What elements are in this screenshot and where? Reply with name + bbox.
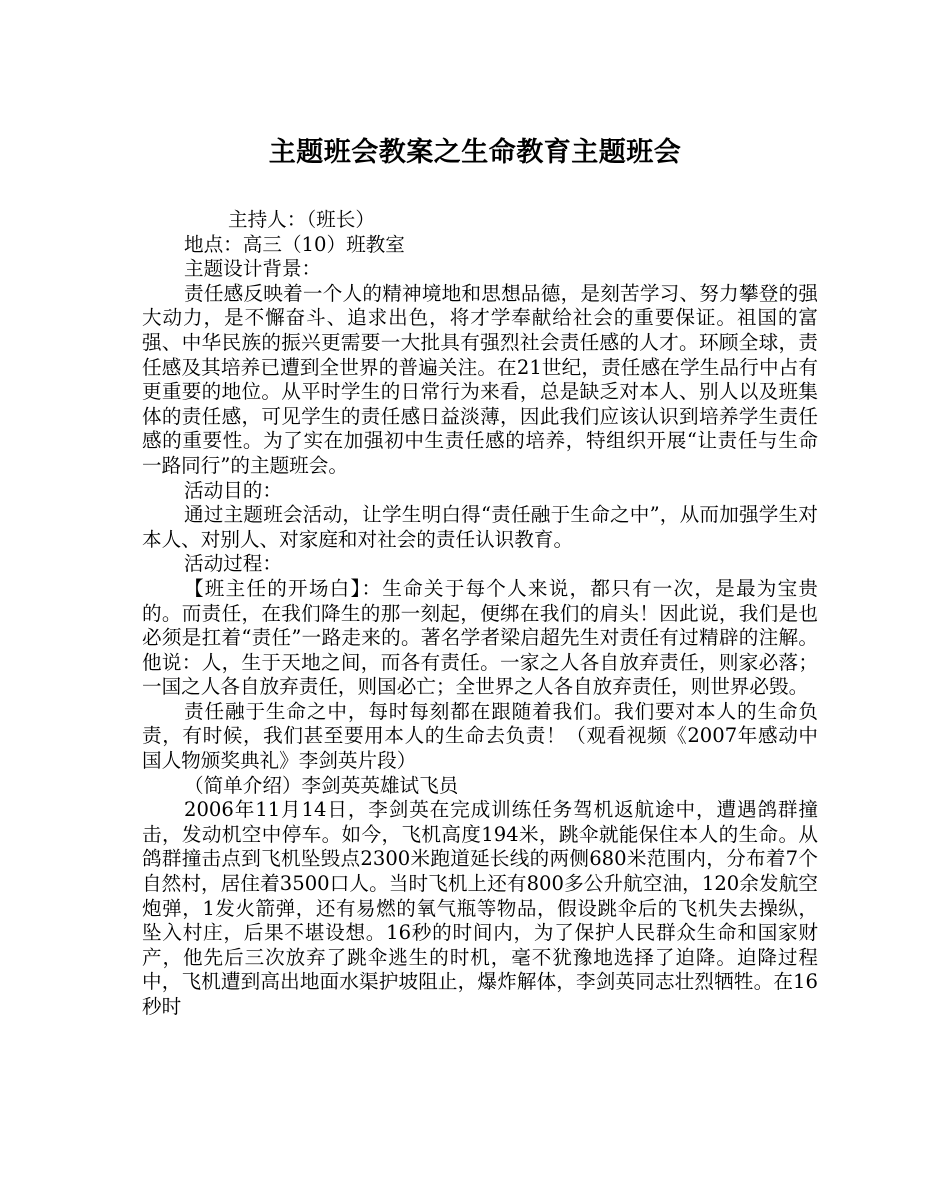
document-title: 主题班会教案之生命教育主题班会 xyxy=(268,137,682,168)
paragraph-host: 主持人：（班长） xyxy=(228,208,375,231)
paragraph-responsibility: 责任融于生命之中，每时每刻都在跟随着我们。我们要对本人的生命负责，有时候，我们甚至要用本人的生命去负责！（观看视频《2007年感动中国人物颁奖典礼》李剑英片段） xyxy=(142,699,818,773)
paragraph-process-heading: 活动过程： xyxy=(184,552,282,576)
paragraph-opening: 【班主任的开场白】：生命关于每个人来说，都只有一次，是最为宝贵的。而责任，在我们降生的那一刻起，便绑在我们的肩头！因此说，我们是也必须是扛着“责任”一路走来的。著名学者梁启超先生对责任有过精辟的注解。他说：人，生于天地之间，而各有责任。一家之人各自放弃责任，则家必落；一国之人各自放弃责任，则国必亡；全世界之人各自放弃责任，则世界必毁。 xyxy=(142,576,818,699)
paragraph-purpose: 通过主题班会活动，让学生明白得“责任融于生命之中”，从而加强学生对本人、对别人、对家庭和对社会的责任认识教育。 xyxy=(142,503,818,551)
paragraph-purpose-heading: 活动目的： xyxy=(184,478,282,502)
paragraph-story: 2006年11月14日，李剑英在完成训练任务驾机返航途中，遭遇鸽群撞击，发动机空中停车。如今，飞机高度194米，跳伞就能保住本人的生命。从鸽群撞击点到飞机坠毁点2300米跑道延长线的两侧680米范围内，分布着7个自然村，居住着3500口人。当时飞机上还有800多公升航空油，120余发航空炮弹，1发火箭弹，还有易燃的氧气瓶等物品，假设跳伞后的飞机失去操纵，坠入村庄，后果不堪设想。16秒的时间内，为了保护人民群众生命和国家财产，他先后三次放弃了跳伞逃生的时机，毫不犹豫地选择了迫降。迫降过程中，飞机遭到高出地面水渠护坡阻止，爆炸解体，李剑英同志壮烈牺牲。在16秒时 xyxy=(142,798,818,1018)
paragraph-location: 地点：高三（10）班教室 xyxy=(184,232,405,256)
paragraph-background: 责任感反映着一个人的精神境地和思想品德，是刻苦学习、努力攀登的强大动力，是不懈奋斗、追求出色，将才学奉献给社会的重要保证。祖国的富强、中华民族的振兴更需要一大批具有强烈社会责任感的人才。环顾全球，责任感及其培养已遭到全世界的普遍关注。在21世纪，责任感在学生品行中占有更重要的地位。从平时学生的日常行为来看，总是缺乏对本人、别人以及班集体的责任感，可见学生的责任感日益淡薄，因此我们应该认识到培养学生责任感的重要性。为了实在加强初中生责任感的培养，特组织开展“让责任与生命一路同行”的主题班会。 xyxy=(142,281,818,477)
paragraph-intro: （简单介绍）李剑英英雄试飞员 xyxy=(184,773,459,797)
document-body xyxy=(142,208,818,1020)
paragraph-background-heading: 主题设计背景： xyxy=(184,257,322,281)
